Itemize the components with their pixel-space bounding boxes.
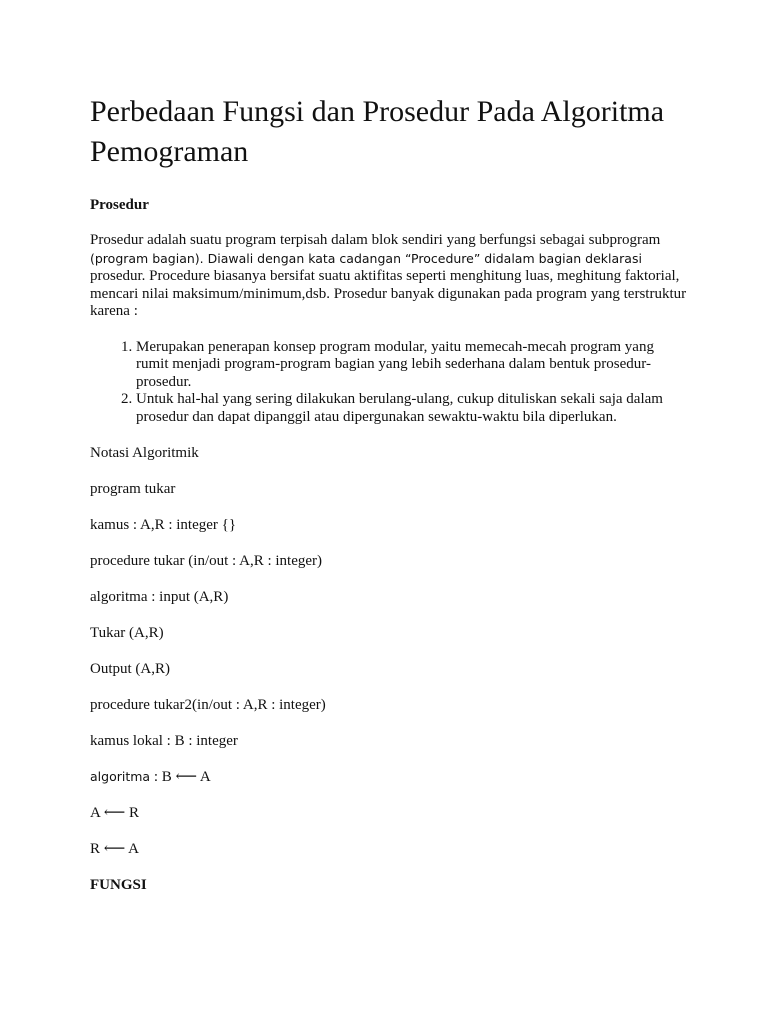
intro-part2: (program bagian). Diawali dengan kata cadangan “Procedure” didalam bagian deklarasi xyxy=(90,250,642,266)
code-line: Tukar (A,R) xyxy=(90,625,164,641)
section-heading-prosedur: Prosedur xyxy=(90,197,149,213)
code-assignment: : B ⟵ A xyxy=(150,769,211,785)
code-line: kamus : A,R : integer {} xyxy=(90,517,237,533)
code-line: procedure tukar (in/out : A,R : integer) xyxy=(90,553,323,569)
reasons-list xyxy=(90,339,690,427)
code-line: program tukar xyxy=(90,481,176,497)
notation-heading: Notasi Algoritmik xyxy=(90,445,199,461)
code-line: kamus lokal : B : integer xyxy=(90,733,238,749)
list-item: 1. Merupakan penerapan konsep program modular, yaitu memecah-mecah program yang rumit menjadi program-program bagian yang lebih sederhana dalam bentuk prosedur-prosedur. xyxy=(136,339,690,392)
list-item: 2. Untuk hal-hal yang sering dilakukan berulang-ulang, cukup dituliskan sekali saja dalam prosedur dan dapat dipanggil atau dipergunakan sewaktu-waktu bila diperlukan. xyxy=(136,391,690,426)
intro-paragraph xyxy=(90,232,690,321)
intro-part1: Prosedur adalah suatu program terpisah dalam blok sendiri yang berfungsi sebagai subprogram xyxy=(90,232,661,248)
document-page xyxy=(90,92,690,894)
code-line: algoritma : input (A,R) xyxy=(90,589,229,605)
code-keyword: algoritma xyxy=(90,769,151,784)
code-line xyxy=(90,768,690,786)
document-title: Perbedaan Fungsi dan Prosedur Pada Algoritma Pemograman xyxy=(90,95,665,168)
code-line: R ⟵ A xyxy=(90,841,140,857)
section-heading-fungsi: FUNGSI xyxy=(90,877,147,893)
code-line: Output (A,R) xyxy=(90,661,170,677)
code-line: A ⟵ R xyxy=(90,805,140,821)
intro-part3: prosedur. Procedure biasanya bersifat suatu aktifitas seperti menghitung luas, meghitung faktorial, mencari nilai maksimum/minimum,dsb. Prosedur banyak digunakan pada program yang terstruktur karena : xyxy=(90,268,687,319)
code-line: procedure tukar2(in/out : A,R : integer) xyxy=(90,697,326,713)
